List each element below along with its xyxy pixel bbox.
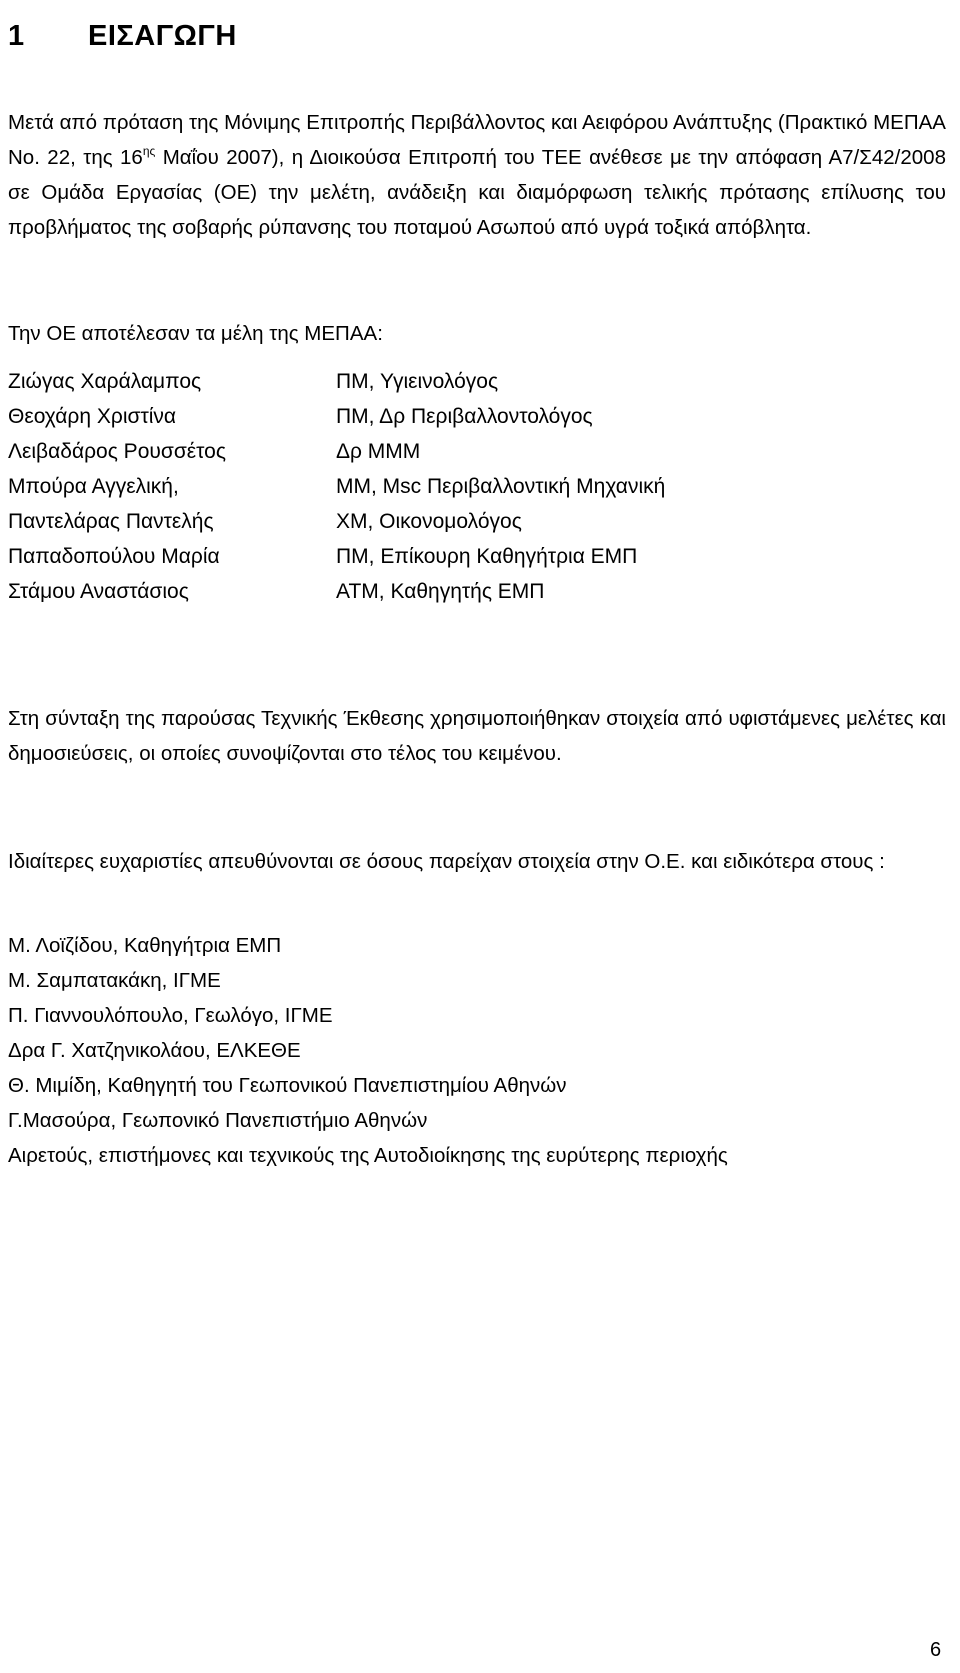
- member-name: Λειβαδάρος Ρουσσέτος: [8, 440, 226, 463]
- member-name: Παπαδοπούλου Μαρία: [8, 545, 220, 568]
- thanks-paragraph: Ιδιαίτερες ευχαριστίες απευθύνονται σε όσους παρείχαν στοιχεία στην Ο.Ε. και ειδικότερα στους :: [8, 849, 885, 873]
- member-row: [8, 364, 946, 399]
- member-role: ΜΜ, Msc Περιβαλλοντική Μηχανική: [336, 475, 666, 498]
- member-row: [8, 469, 946, 504]
- member-name: Ζιώγας Χαράλαμπος: [8, 370, 202, 393]
- acknowledgement-item: Αιρετούς, επιστήμονες και τεχνικούς της Αυτοδιοίκησης της ευρύτερης περιοχής: [8, 1144, 728, 1167]
- intro-paragraph: [8, 105, 946, 245]
- member-name: Θεοχάρη Χριστίνα: [8, 405, 177, 428]
- page-number: 6: [930, 1639, 942, 1661]
- section-title: ΕΙΣΑΓΩΓΗ: [88, 20, 237, 53]
- member-name: Παντελάρας Παντελής: [8, 510, 214, 533]
- intro-text-end: Μαΐου 2007), η Διοικούσα Επιτροπή του ΤΕΕ ανέθεσε με την απόφαση Α7/Σ42/2008 σε Ομάδα Εργασίας (ΟΕ) την μελέτη, ανάδειξη και διαμόρφωση τελικής πρότασης επίλυσης του προβλήματος της σοβαρής ρύπανσης του ποταμού Ασωπού από υγρά τοξικά απόβλητα.: [8, 145, 946, 239]
- member-role: Δρ ΜΜΜ: [336, 440, 421, 463]
- acknowledgements-list: [8, 928, 948, 1173]
- intro-text-start: Μετά από πρόταση της Μόνιμης Επιτροπής Περιβάλλοντος και Αειφόρου Ανάπτυξης (Πρακτικό ΜΕΠΑΑ Νο. 22, της 16: [8, 110, 946, 169]
- section-heading: [8, 19, 237, 53]
- members-list: [8, 364, 946, 609]
- acknowledgement-item: Μ. Σαμπατακάκη, ΙΓΜΕ: [8, 969, 221, 992]
- members-intro: Την ΟΕ αποτέλεσαν τα μέλη της ΜΕΠΑΑ:: [8, 321, 383, 345]
- member-row: [8, 574, 946, 609]
- section-number: 1: [8, 20, 25, 53]
- acknowledgement-item: Δρα Γ. Χατζηνικολάου, ΕΛΚΕΘΕ: [8, 1039, 301, 1062]
- member-role: ΠΜ, Επίκουρη Καθηγήτρια ΕΜΠ: [336, 545, 638, 568]
- member-row: [8, 504, 946, 539]
- member-name: Μπούρα Αγγελική,: [8, 475, 179, 498]
- ordinal-superscript: ης: [142, 143, 156, 158]
- acknowledgement-item: Μ. Λοϊζίδου, Καθηγήτρια ΕΜΠ: [8, 934, 282, 957]
- member-role: ΧΜ, Οικονομολόγος: [336, 510, 522, 533]
- member-role: ΠΜ, Δρ Περιβαλλοντολόγος: [336, 405, 593, 428]
- member-row: [8, 399, 946, 434]
- member-name: Στάμου Αναστάσιος: [8, 580, 189, 603]
- acknowledgement-item: Γ.Μασούρα, Γεωπονικό Πανεπιστήμιο Αθηνών: [8, 1109, 428, 1132]
- member-role: ΑΤΜ, Καθηγητής ΕΜΠ: [336, 580, 545, 603]
- acknowledgement-item: Π. Γιαννουλόπουλο, Γεωλόγο, ΙΓΜΕ: [8, 1004, 333, 1027]
- member-row: [8, 434, 946, 469]
- member-row: [8, 539, 946, 574]
- sources-paragraph: Στη σύνταξη της παρούσας Τεχνικής Έκθεσης χρησιμοποιήθηκαν στοιχεία από υφιστάμενες μελέτες και δημοσιεύσεις, οι οποίες συνοψίζονται στο τέλος του κειμένου.: [8, 706, 946, 765]
- member-role: ΠΜ, Υγιεινολόγος: [336, 370, 499, 393]
- acknowledgement-item: Θ. Μιμίδη, Καθηγητή του Γεωπονικού Πανεπιστημίου Αθηνών: [8, 1074, 567, 1097]
